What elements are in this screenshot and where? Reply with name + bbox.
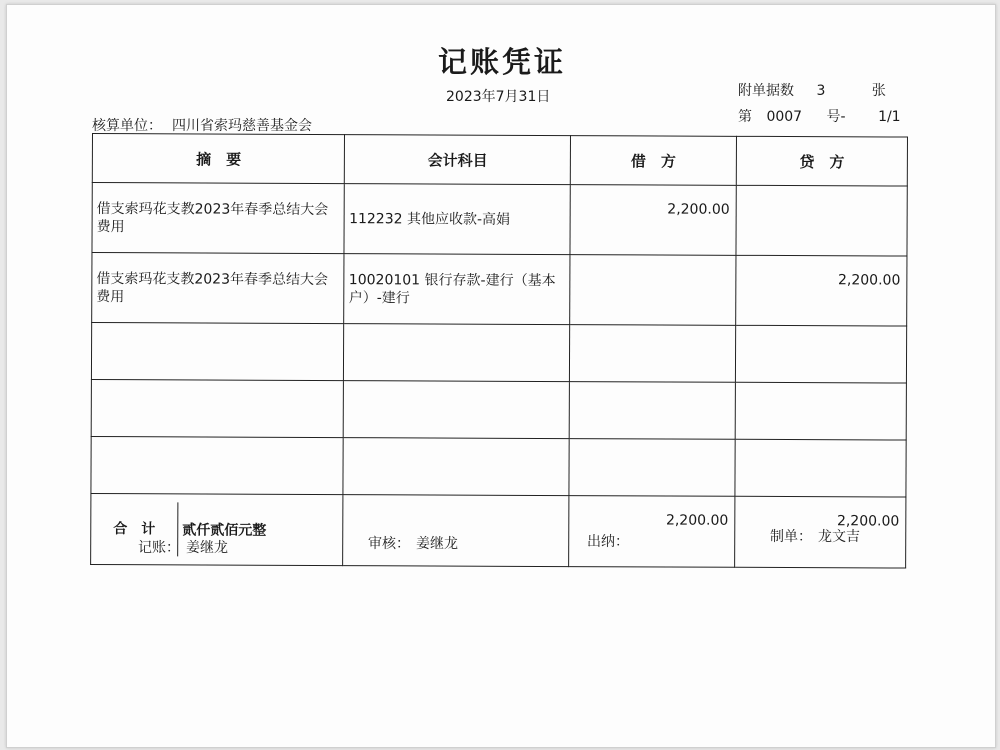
total-debit: 2,200.00 <box>569 496 735 568</box>
total-label: 合 计 <box>91 502 178 556</box>
preparer-name: 龙文吉 <box>818 529 860 545</box>
auditor-signature <box>368 533 458 553</box>
unit-label: 核算单位： <box>92 118 162 134</box>
accounting-unit <box>92 115 312 135</box>
attachments-label: 附单据数 <box>738 83 794 99</box>
auditor-name: 姜继龙 <box>416 536 458 552</box>
voucher-suffix: 号- <box>826 109 846 125</box>
header-summary: 摘 要 <box>92 134 345 184</box>
voucher-date: 2023年7月31日 <box>446 89 551 105</box>
table-header-row <box>92 134 907 187</box>
bookkeeper-signature <box>138 537 228 557</box>
total-credit: 2,200.00 <box>735 496 906 568</box>
cashier-label: 出纳： <box>587 534 629 550</box>
row-credit <box>736 185 907 256</box>
voucher-page: 1/1 <box>878 109 901 125</box>
total-account-cell <box>343 495 569 567</box>
total-amount-words: 贰仟贰佰元整 <box>182 522 267 539</box>
row-debit <box>570 255 736 326</box>
header-debit: 借 方 <box>570 136 736 186</box>
row-account: 112232 其他应收款-高娟 <box>344 184 570 255</box>
auditor-label: 审核： <box>368 536 410 552</box>
table-row-empty <box>91 379 906 440</box>
header-account: 会计科目 <box>345 135 571 185</box>
row-debit: 2,200.00 <box>570 185 736 256</box>
row-summary: 借支索玛花支教2023年春季总结大会费用 <box>92 183 345 254</box>
row-credit: 2,200.00 <box>736 255 907 326</box>
table-row-empty <box>91 436 906 497</box>
voucher-table <box>90 133 908 569</box>
unit-name: 四川省索玛慈善基金会 <box>172 118 312 134</box>
header-credit: 贷 方 <box>736 136 907 186</box>
attachments-count: 3 <box>816 83 826 99</box>
table-row <box>92 183 907 257</box>
table-row-empty <box>91 323 906 384</box>
bookkeeper-label: 记账： <box>138 540 180 556</box>
preparer-signature <box>770 526 860 546</box>
attachments-unit: 张 <box>871 83 886 99</box>
voucher-number-info <box>738 106 901 126</box>
voucher-prefix: 第 <box>738 109 752 125</box>
preparer-label: 制单： <box>770 529 812 545</box>
row-account: 10020101 银行存款-建行（基本户）-建行 <box>344 254 570 325</box>
attachments-info <box>738 80 886 100</box>
voucher-title: 记账凭证 <box>438 45 567 79</box>
row-summary: 借支索玛花支教2023年春季总结大会费用 <box>92 253 345 324</box>
table-row <box>92 253 907 327</box>
cashier-signature <box>587 531 635 551</box>
voucher-number: 0007 <box>766 109 803 125</box>
bookkeeper-name: 姜继龙 <box>186 540 228 556</box>
